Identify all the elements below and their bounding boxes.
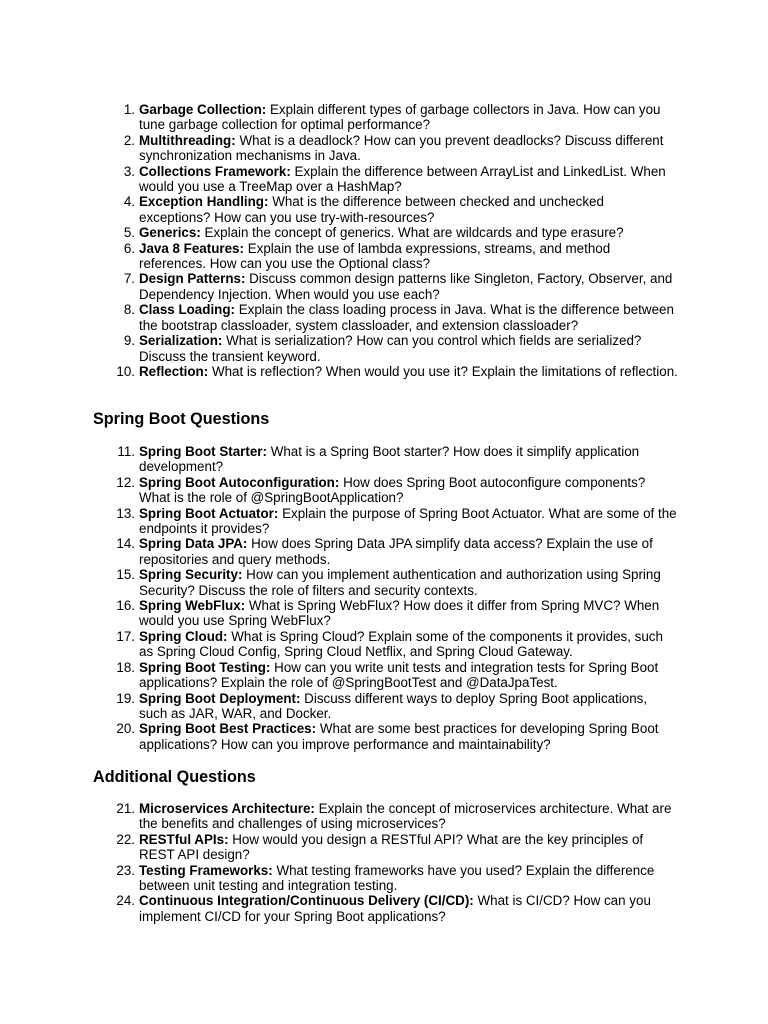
question-term: Java 8 Features: [139, 240, 244, 256]
question-text: What is reflection? When would you use it? Explain the limitations of reflection. [211, 363, 678, 379]
spring-boot-heading: Spring Boot Questions [93, 410, 270, 428]
question-item [0, 598, 679, 629]
question-number: 10. [116, 363, 135, 379]
question-term: Spring Boot Actuator: [139, 505, 279, 521]
question-text: Explain the concept of generics. What are wildcards and type erasure? [204, 225, 624, 241]
question-number: 24. [116, 893, 135, 909]
question-item [0, 660, 679, 691]
question-term: Serialization: [139, 333, 223, 349]
question-text: Explain the class loading process in Java. What is the difference between the bootstrap classloader, system classloader, and extension classloader? [139, 302, 674, 333]
question-text: How does Spring Data JPA simplify data access? Explain the use of repositories and query methods. [139, 536, 653, 567]
question-item [0, 475, 679, 506]
question-term: Spring Boot Testing: [139, 659, 271, 675]
question-number: 16. [116, 598, 135, 614]
question-item [0, 333, 679, 364]
question-number: 1. [123, 102, 135, 117]
question-text: What testing frameworks have you used? Explain the difference between unit testing and integration testing. [139, 862, 655, 894]
question-item [0, 302, 679, 333]
question-term: Multithreading: [139, 132, 236, 148]
question-item [0, 194, 679, 225]
question-text: What is CI/CD? How can you implement CI/CD for your Spring Boot applications? [139, 893, 651, 924]
question-text: Explain the difference between ArrayList and LinkedList. When would you use a TreeMap over a HashMap? [139, 163, 666, 195]
question-text: What are some best practices for developing Spring Boot applications? How can you improve performance and maintainability? [139, 721, 659, 752]
question-term: Spring Data JPA: [139, 536, 248, 552]
question-text: Explain different types of garbage collectors in Java. How can you tune garbage collection for optimal performance? [139, 102, 661, 133]
question-number: 18. [116, 659, 135, 675]
question-text: How can you implement authentication and authorization using Spring Security? Discuss the role of filters and security contexts. [139, 567, 661, 598]
question-item [0, 133, 679, 164]
java-questions-list [0, 102, 679, 379]
question-number: 6. [123, 240, 135, 256]
question-number: 14. [116, 536, 135, 552]
question-number: 13. [116, 505, 135, 521]
question-item [0, 721, 679, 752]
question-item [0, 364, 679, 379]
question-term: Generics: [139, 225, 201, 241]
additional-questions-heading: Additional Questions [93, 768, 256, 786]
question-item [0, 225, 679, 240]
question-text: How can you write unit tests and integration tests for Spring Boot applications? Explain the role of @SpringBootTest and @DataJpaTest. [139, 659, 659, 691]
question-term: Exception Handling: [139, 194, 269, 210]
question-number: 8. [123, 302, 135, 318]
question-term: Continuous Integration/Continuous Delivery (CI/CD): [139, 893, 474, 909]
question-text: Explain the use of lambda expressions, streams, and method references. How can you use the Optional class? [139, 240, 611, 272]
question-number: 19. [116, 690, 135, 706]
spring-boot-questions-list [0, 444, 679, 752]
question-term: Collections Framework: [139, 163, 291, 179]
question-number: 4. [123, 194, 135, 210]
question-number: 20. [116, 721, 135, 737]
question-number: 17. [116, 628, 135, 644]
question-item [0, 241, 679, 272]
question-number: 9. [123, 333, 135, 349]
question-item [0, 567, 679, 598]
question-item [0, 271, 679, 302]
question-item [0, 506, 679, 537]
question-term: RESTful APIs: [139, 831, 229, 847]
question-number: 15. [116, 567, 135, 583]
question-text: What is a Spring Boot starter? How does it simplify application development? [139, 444, 640, 475]
question-term: Reflection: [139, 363, 209, 379]
question-number: 21. [116, 801, 135, 816]
question-text: What is the difference between checked and unchecked exceptions? How can you use try-with-resources? [139, 194, 604, 225]
question-item [0, 832, 679, 863]
question-item [0, 444, 679, 475]
question-item [0, 164, 679, 195]
question-item [0, 629, 679, 660]
question-text: Explain the purpose of Spring Boot Actuator. What are some of the endpoints it provides? [139, 505, 677, 537]
question-term: Design Patterns: [139, 271, 246, 287]
question-text: What is Spring WebFlux? How does it differ from Spring MVC? When would you use Spring WebFlux? [139, 598, 660, 629]
question-number: 11. [117, 444, 135, 459]
question-number: 23. [116, 862, 135, 878]
question-text: What is a deadlock? How can you prevent deadlocks? Discuss different synchronization mechanisms in Java. [139, 132, 664, 164]
question-number: 3. [123, 163, 135, 179]
question-text: Explain the concept of microservices architecture. What are the benefits and challenges of using microservices? [139, 801, 672, 832]
question-term: Spring Boot Starter: [139, 444, 267, 459]
question-number: 22. [116, 831, 135, 847]
question-term: Spring WebFlux: [139, 598, 246, 614]
question-text: What is Spring Cloud? Explain some of the components it provides, such as Spring Cloud Config, Spring Cloud Netflix, and Spring Cloud Gateway. [139, 628, 663, 660]
additional-questions-list [0, 801, 679, 924]
question-term: Spring Cloud: [139, 628, 228, 644]
question-term: Spring Boot Autoconfiguration: [139, 474, 340, 490]
question-item [0, 691, 679, 722]
question-item [0, 801, 679, 832]
question-term: Testing Frameworks: [139, 862, 273, 878]
question-term: Garbage Collection: [139, 102, 267, 117]
question-number: 7. [123, 271, 135, 287]
question-item [0, 893, 679, 924]
question-text: Discuss different ways to deploy Spring Boot applications, such as JAR, WAR, and Docker. [139, 690, 648, 721]
question-term: Spring Boot Deployment: [139, 690, 301, 706]
question-text: How would you design a RESTful API? What are the key principles of REST API design? [139, 831, 644, 863]
question-term: Spring Boot Best Practices: [139, 721, 317, 737]
question-item [0, 536, 679, 567]
question-text: Discuss common design patterns like Singleton, Factory, Observer, and Dependency Injection. When would you use each? [139, 271, 673, 302]
question-term: Class Loading: [139, 302, 235, 318]
question-text: What is serialization? How can you control which fields are serialized? Discuss the transient keyword. [139, 333, 642, 364]
question-term: Spring Security: [139, 567, 243, 583]
question-number: 5. [123, 225, 135, 241]
question-item [0, 102, 679, 133]
question-text: How does Spring Boot autoconfigure components? What is the role of @SpringBootApplication? [139, 474, 646, 506]
question-number: 2. [123, 132, 135, 148]
question-item [0, 863, 679, 894]
question-number: 12. [116, 474, 135, 490]
question-term: Microservices Architecture: [139, 801, 315, 816]
